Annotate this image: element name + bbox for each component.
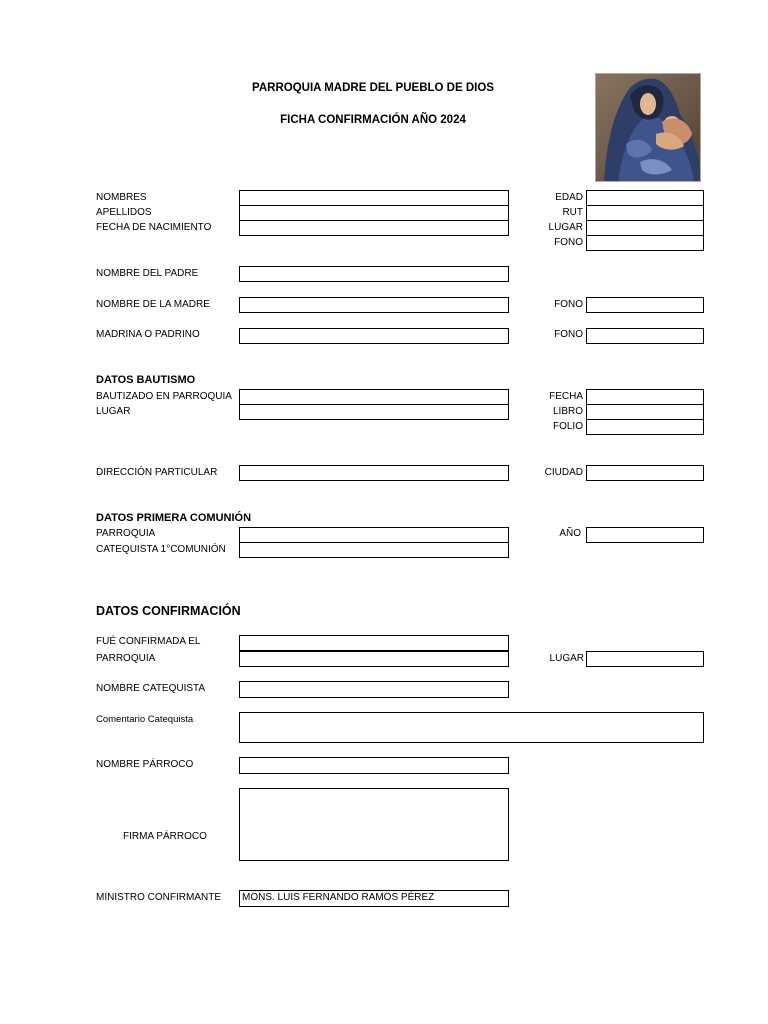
comentario-catequista-label: Comentario Catequista	[96, 714, 194, 725]
padrino-label: MADRINA O PADRINO	[96, 329, 200, 340]
firma-parroco-field[interactable]	[239, 788, 509, 861]
catequista-comunion-field[interactable]	[239, 542, 509, 558]
datos-confirmacion-heading: DATOS CONFIRMACIÓN	[96, 604, 241, 618]
nombre-parroco-field[interactable]	[239, 757, 509, 774]
lugar-field[interactable]	[586, 220, 704, 236]
madre-fono-label: FONO	[554, 299, 583, 310]
nombre-parroco-label: NOMBRE PÁRROCO	[96, 759, 194, 770]
fecha-nacimiento-label: FECHA DE NACIMIENTO	[96, 222, 212, 233]
parish-title: PARROQUIA MADRE DEL PUEBLO DE DIOS	[252, 82, 494, 94]
bautismo-fecha-field[interactable]	[586, 389, 704, 405]
confirmacion-parroquia-field[interactable]	[239, 651, 509, 667]
bautizado-parroquia-label: BAUTIZADO EN PARROQUIA	[96, 391, 232, 402]
nombres-field[interactable]	[239, 190, 509, 206]
confirmacion-lugar-field[interactable]	[586, 651, 704, 667]
apellidos-field[interactable]	[239, 205, 509, 221]
bautismo-fecha-label: FECHA	[549, 391, 583, 402]
comunion-parroquia-label: PARROQUIA	[96, 528, 156, 539]
comentario-catequista-field[interactable]	[239, 712, 704, 743]
madre-fono-field[interactable]	[586, 297, 704, 313]
nombre-madre-label: NOMBRE DE LA MADRE	[96, 299, 210, 310]
padrino-fono-label: FONO	[554, 329, 583, 340]
bautismo-folio-label: FOLIO	[552, 421, 583, 432]
ministro-label: MINISTRO CONFIRMANTE	[96, 892, 221, 903]
bautismo-libro-label: LIBRO	[552, 406, 583, 417]
comunion-ano-label: AÑO	[559, 528, 581, 539]
bautismo-folio-field[interactable]	[586, 419, 704, 435]
datos-bautismo-heading: DATOS BAUTISMO	[96, 374, 196, 386]
ciudad-field[interactable]	[586, 465, 704, 481]
fecha-nacimiento-field[interactable]	[239, 220, 509, 236]
padrino-fono-field[interactable]	[586, 328, 704, 344]
fono-label: FONO	[554, 237, 583, 248]
datos-primera-comunion-heading: DATOS PRIMERA COMUNIÓN	[96, 512, 252, 524]
form-title: FICHA CONFIRMACIÓN AÑO 2024	[280, 114, 466, 126]
padrino-field[interactable]	[239, 328, 509, 344]
firma-parroco-label: FIRMA PÁRROCO	[123, 831, 207, 842]
comunion-parroquia-field[interactable]	[239, 527, 509, 543]
nombre-catequista-field[interactable]	[239, 681, 509, 698]
fono-field[interactable]	[586, 235, 704, 251]
catequista-comunion-label: CATEQUISTA 1°COMUNIÓN	[96, 544, 226, 555]
bautismo-libro-field[interactable]	[586, 404, 704, 420]
rut-field[interactable]	[586, 205, 704, 221]
nombre-padre-field[interactable]	[239, 266, 509, 282]
nombre-madre-field[interactable]	[239, 297, 509, 313]
apellidos-label: APELLIDOS	[96, 207, 152, 218]
direccion-field[interactable]	[239, 465, 509, 481]
direccion-label: DIRECCIÓN PARTICULAR	[96, 467, 218, 478]
ciudad-label: CIUDAD	[544, 467, 583, 478]
nombre-padre-label: NOMBRE DEL PADRE	[96, 268, 199, 279]
bautizado-parroquia-field[interactable]	[239, 389, 509, 405]
rut-label: RUT	[562, 207, 583, 218]
confirmada-field[interactable]	[239, 635, 509, 651]
confirmacion-parroquia-label: PARROQUIA	[96, 653, 156, 664]
edad-field[interactable]	[586, 190, 704, 206]
bautismo-lugar-label: LUGAR	[96, 406, 131, 417]
comunion-ano-field[interactable]	[586, 527, 704, 543]
ministro-field[interactable]: MONS. LUIS FERNANDO RAMOS PÉREZ	[239, 890, 509, 907]
edad-label: EDAD	[555, 192, 583, 203]
bautismo-lugar-field[interactable]	[239, 404, 509, 420]
nombre-catequista-label: NOMBRE CATEQUISTA	[96, 683, 206, 694]
madonna-and-child-painting-icon	[595, 73, 701, 182]
confirmada-label: FUÉ CONFIRMADA EL	[96, 636, 201, 647]
lugar-label: LUGAR	[548, 222, 583, 233]
nombres-label: NOMBRES	[96, 192, 147, 203]
confirmacion-lugar-label: LUGAR	[549, 653, 584, 664]
